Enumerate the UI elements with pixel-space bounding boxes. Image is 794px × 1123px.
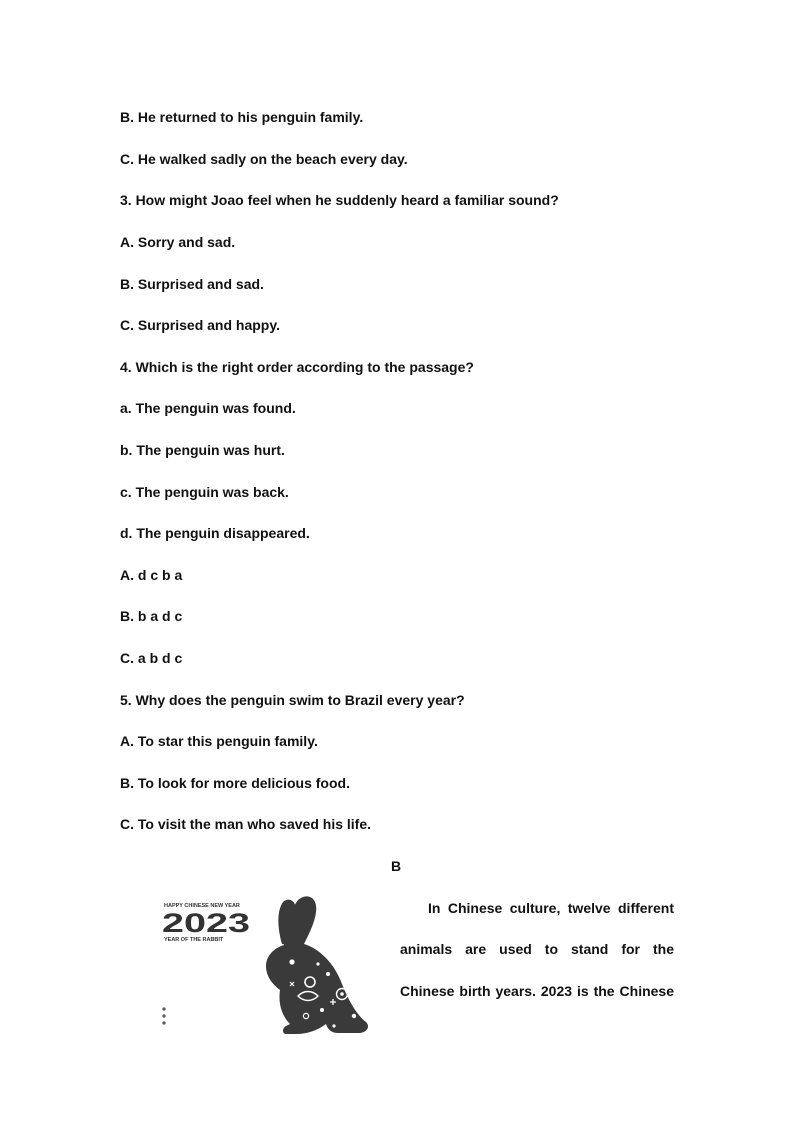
q3-option-b: B. Surprised and sad. bbox=[120, 276, 264, 292]
q4-event-a: a. The penguin was found. bbox=[120, 400, 296, 416]
year-of-rabbit-graphic bbox=[158, 890, 373, 1038]
rabbit-silhouette-icon bbox=[266, 896, 368, 1034]
figure-top-text: HAPPY CHINESE NEW YEAR bbox=[164, 903, 240, 909]
q3-option-a: A. Sorry and sad. bbox=[120, 234, 236, 250]
figure-year: 2023 bbox=[162, 908, 250, 938]
q3-option-c: C. Surprised and happy. bbox=[120, 317, 280, 333]
q4-question: 4. Which is the right order according to the passage? bbox=[120, 359, 474, 375]
q5-question: 5. Why does the penguin swim to Brazil every year? bbox=[120, 692, 465, 708]
q4-option-b: B. b a d c bbox=[120, 608, 183, 624]
paragraph-line-1: In Chinese culture, twelve different bbox=[428, 900, 674, 916]
figure-dots bbox=[162, 1007, 165, 1024]
q4-event-c: c. The penguin was back. bbox=[120, 484, 289, 500]
q4-event-b: b. The penguin was hurt. bbox=[120, 442, 285, 458]
q2-option-c: C. He walked sadly on the beach every day. bbox=[120, 151, 408, 167]
q2-option-b: B. He returned to his penguin family. bbox=[120, 109, 364, 125]
q4-option-a: A. d c b a bbox=[120, 567, 183, 583]
q4-option-c: C. a b d c bbox=[120, 650, 183, 666]
section-b-heading: B bbox=[391, 858, 402, 874]
paragraph-line-3: Chinese birth years. 2023 is the Chinese bbox=[400, 983, 674, 999]
q5-option-b: B. To look for more delicious food. bbox=[120, 775, 350, 791]
q5-option-a: A. To star this penguin family. bbox=[120, 733, 318, 749]
q4-event-d: d. The penguin disappeared. bbox=[120, 525, 310, 541]
figure-bottom-text: YEAR OF THE RABBIT bbox=[164, 937, 224, 943]
q3-question: 3. How might Joao feel when he suddenly heard a familiar sound? bbox=[120, 192, 559, 208]
q5-option-c: C. To visit the man who saved his life. bbox=[120, 816, 372, 832]
paragraph-line-2: animals are used to stand for the bbox=[400, 941, 674, 957]
year-of-rabbit-figure bbox=[158, 890, 373, 1038]
